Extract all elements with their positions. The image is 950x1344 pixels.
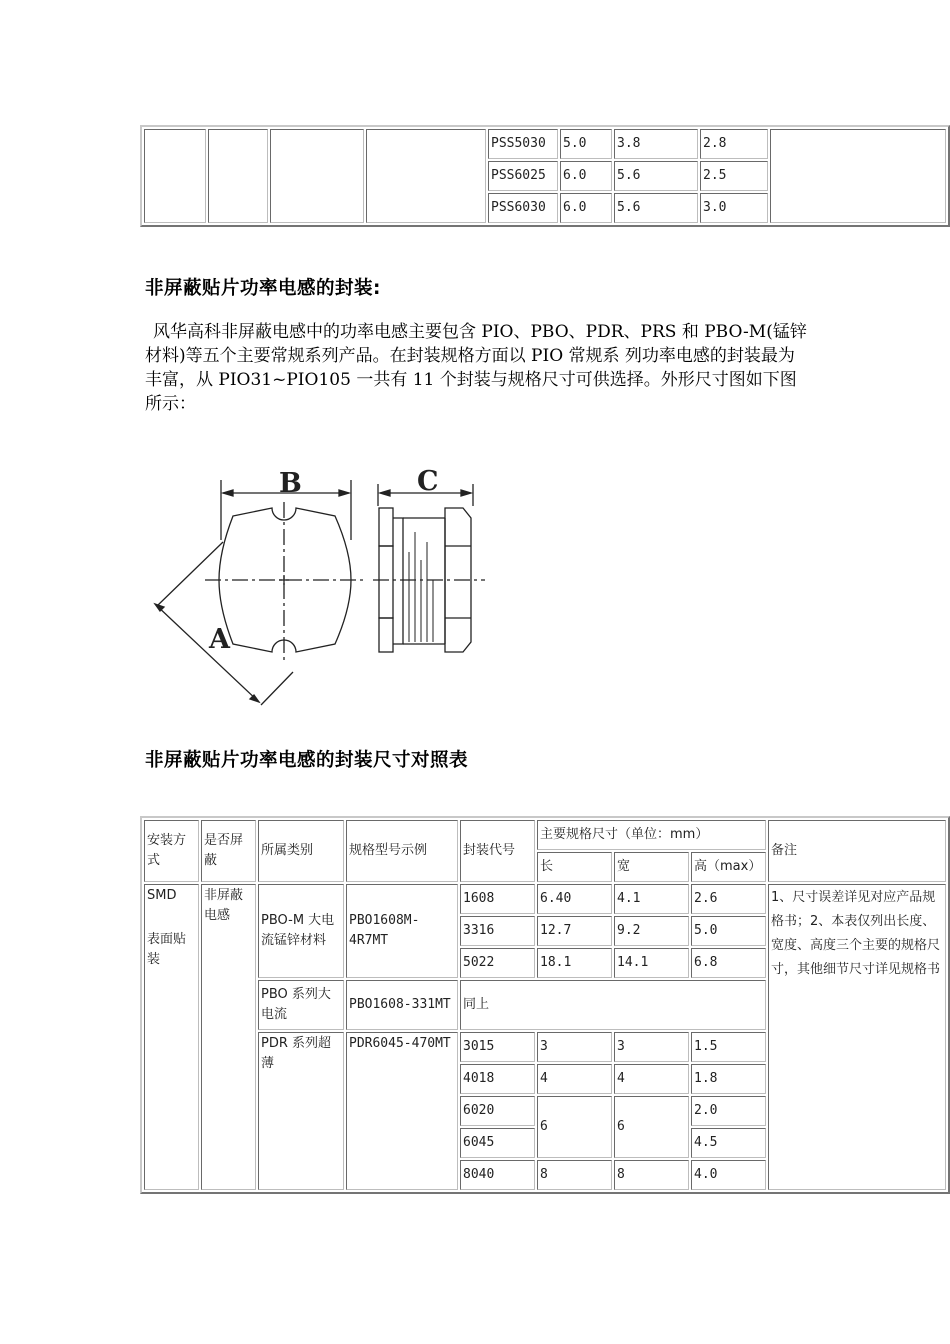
package-cell: 8040 <box>460 1160 535 1190</box>
height-cell: 5.0 <box>691 916 766 946</box>
model-cell: PSS5030 <box>488 129 558 159</box>
package-cell: 3015 <box>460 1032 535 1062</box>
length-cell: 8 <box>537 1160 612 1190</box>
table-row <box>144 884 946 914</box>
header-main-dims: 主要规格尺寸（单位：mm） <box>537 820 766 850</box>
inductor-side-view <box>373 508 485 652</box>
model-cell: PDR6045-470MT <box>346 1032 458 1190</box>
height-cell: 6.8 <box>691 948 766 978</box>
package-cell: 6020 <box>460 1096 535 1126</box>
package-cell: 1608 <box>460 884 535 914</box>
dimension-drawing <box>145 462 490 712</box>
top-spec-table <box>140 125 950 227</box>
dim-c-cell: 2.5 <box>700 161 768 191</box>
package-cell: 3316 <box>460 916 535 946</box>
table-header-row <box>144 820 946 850</box>
length-cell: 18.1 <box>537 948 612 978</box>
height-cell: 2.0 <box>691 1096 766 1126</box>
header-remarks: 备注 <box>768 820 946 882</box>
dim-b-cell: 3.8 <box>614 129 698 159</box>
header-height: 高（max） <box>691 852 766 882</box>
header-category: 所属类别 <box>258 820 344 882</box>
height-cell: 2.6 <box>691 884 766 914</box>
category-cell: PBO-M 大电流锰锌材料 <box>258 884 344 978</box>
height-cell: 4.5 <box>691 1128 766 1158</box>
mount-surface: 表面贴装 <box>147 932 187 967</box>
width-cell: 4 <box>614 1064 689 1094</box>
same-as-above-cell: 同上 <box>460 980 766 1030</box>
header-shield: 是否屏蔽 <box>201 820 256 882</box>
header-mount: 安装方式 <box>144 820 199 882</box>
mount-smd: SMD <box>147 888 177 903</box>
model-cell: PSS6025 <box>488 161 558 191</box>
dim-b-cell: 5.6 <box>614 161 698 191</box>
label-b: B <box>279 468 302 499</box>
width-cell: 3 <box>614 1032 689 1062</box>
header-package: 封装代号 <box>460 820 535 882</box>
section-heading-table: 非屏蔽贴片功率电感的封装尺寸对照表 <box>145 750 469 771</box>
category-cell: PDR 系列超薄 <box>258 1032 344 1190</box>
package-cell: 5022 <box>460 948 535 978</box>
shield-cell: 非屏蔽电感 <box>201 884 256 1190</box>
model-cell: PBO1608M-4R7MT <box>346 884 458 978</box>
height-cell: 4.0 <box>691 1160 766 1190</box>
length-cell: 6 <box>537 1096 612 1158</box>
model-cell: PBO1608-331MT <box>346 980 458 1030</box>
height-cell: 1.8 <box>691 1064 766 1094</box>
dim-c-cell: 2.8 <box>700 129 768 159</box>
header-model-example: 规格型号示例 <box>346 820 458 882</box>
mount-cell <box>144 884 199 1190</box>
package-cell: 4018 <box>460 1064 535 1094</box>
length-cell: 4 <box>537 1064 612 1094</box>
dim-a-cell: 6.0 <box>560 161 612 191</box>
length-cell: 3 <box>537 1032 612 1062</box>
label-a: A <box>209 624 230 655</box>
length-cell: 6.40 <box>537 884 612 914</box>
remarks-cell: 1、尺寸误差详见对应产品规格书；2、本表仅列出长度、宽度、高度三个主要的规格尺寸，其他细节尺寸详见规格书 <box>768 884 946 1190</box>
header-length: 长 <box>537 852 612 882</box>
width-cell: 4.1 <box>614 884 689 914</box>
width-cell: 14.1 <box>614 948 689 978</box>
dim-c-cell: 3.0 <box>700 193 768 223</box>
package-cell: 6045 <box>460 1128 535 1158</box>
table-row <box>144 129 946 159</box>
width-cell: 9.2 <box>614 916 689 946</box>
height-cell: 1.5 <box>691 1032 766 1062</box>
dim-a-cell: 6.0 <box>560 193 612 223</box>
header-width: 宽 <box>614 852 689 882</box>
category-cell: PBO 系列大电流 <box>258 980 344 1030</box>
section-heading-package: 非屏蔽贴片功率电感的封装: <box>145 278 381 299</box>
dim-a-cell: 5.0 <box>560 129 612 159</box>
dim-b-cell: 5.6 <box>614 193 698 223</box>
width-cell: 8 <box>614 1160 689 1190</box>
intro-paragraph: 风华高科非屏蔽电感中的功率电感主要包含 PIO、PBO、PDR、PRS 和 PBO-M(锰锌材料)等五个主要常规系列产品。在封装规格方面以 PIO 常规系 列功率电感的封装最为丰富，从 PIO31~PIO105 一共有 11 个封装与规格尺寸可供选择。外形尺寸图如下图所示： <box>145 322 807 414</box>
width-cell: 6 <box>614 1096 689 1158</box>
label-c: C <box>417 466 439 497</box>
spec-table <box>140 816 950 1194</box>
model-cell: PSS6030 <box>488 193 558 223</box>
length-cell: 12.7 <box>537 916 612 946</box>
